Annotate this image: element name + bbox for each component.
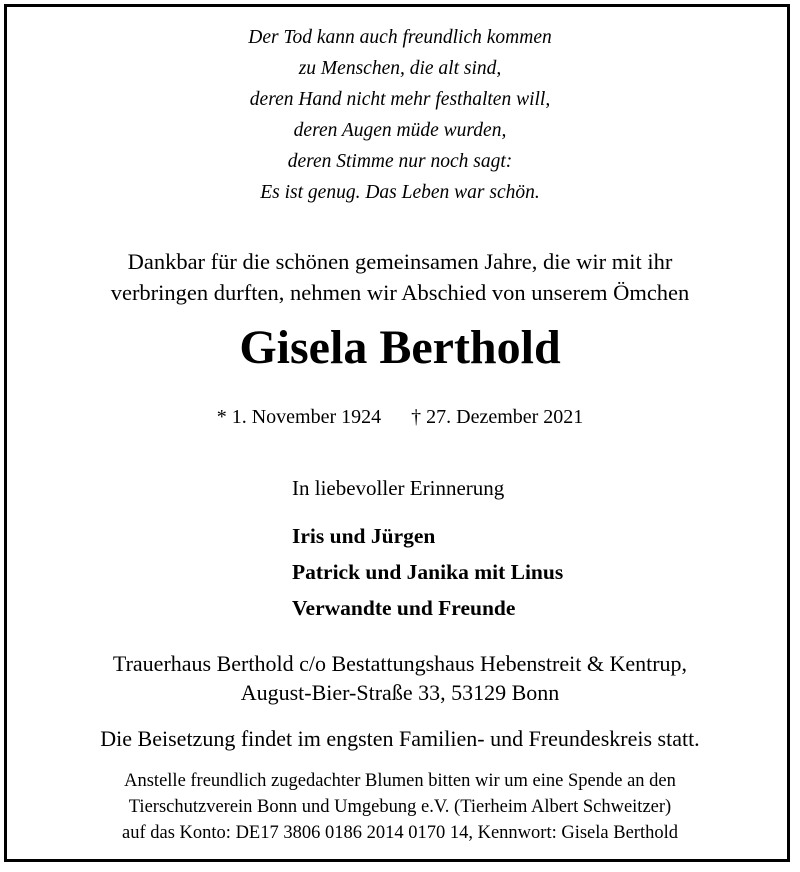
death-date: † 27. Dezember 2021 <box>411 406 584 428</box>
poem <box>0 22 800 208</box>
poem-line: Es ist genug. Das Leben war schön. <box>260 182 540 203</box>
birth-date: * 1. November 1924 <box>216 406 382 428</box>
poem-line: deren Hand nicht mehr festhalten will, <box>249 89 551 110</box>
poem-line: Der Tod kann auch freundlich kommen <box>248 27 552 48</box>
donation-line: Anstelle freundlich zugedachter Blumen bitten wir um eine Spende an den <box>124 771 676 791</box>
memory-line: In liebevoller Erinnerung <box>292 476 505 500</box>
donation-notice <box>0 768 800 846</box>
mourning-address <box>0 649 800 707</box>
poem-line: deren Stimme nur noch sagt: <box>287 151 513 172</box>
donation-line: Tierschutzverein Bonn und Umgebung e.V. (Tierheim Albert Schweitzer) <box>128 797 672 817</box>
poem-line: deren Augen müde wurden, <box>293 120 507 141</box>
address-line: Trauerhaus Berthold c/o Bestattungshaus Hebenstreit & Kentrup, <box>112 651 688 676</box>
intro-line: verbringen durften, nehmen wir Abschied von unserem Ömchen <box>110 280 690 305</box>
poem-line: zu Menschen, die alt sind, <box>298 58 502 79</box>
mourner: Verwandte und Freunde <box>292 596 516 620</box>
intro-line: Dankbar für die schönen gemeinsamen Jahre, die wir mit ihr <box>127 249 673 274</box>
donation-line: auf das Konto: DE17 3806 0186 2014 0170 14, Kennwort: Gisela Berthold <box>122 823 678 843</box>
life-dates <box>0 402 800 432</box>
burial-notice: Die Beisetzung findet im engsten Familien- und Freundeskreis statt. <box>100 726 700 751</box>
mourner: Iris und Jürgen <box>292 524 436 548</box>
deceased-name: Gisela Berthold <box>239 321 561 374</box>
intro-text <box>0 246 800 308</box>
mourners-list <box>292 518 563 626</box>
mourner: Patrick und Janika mit Linus <box>292 560 564 584</box>
address-line: August-Bier-Straße 33, 53129 Bonn <box>240 680 560 705</box>
